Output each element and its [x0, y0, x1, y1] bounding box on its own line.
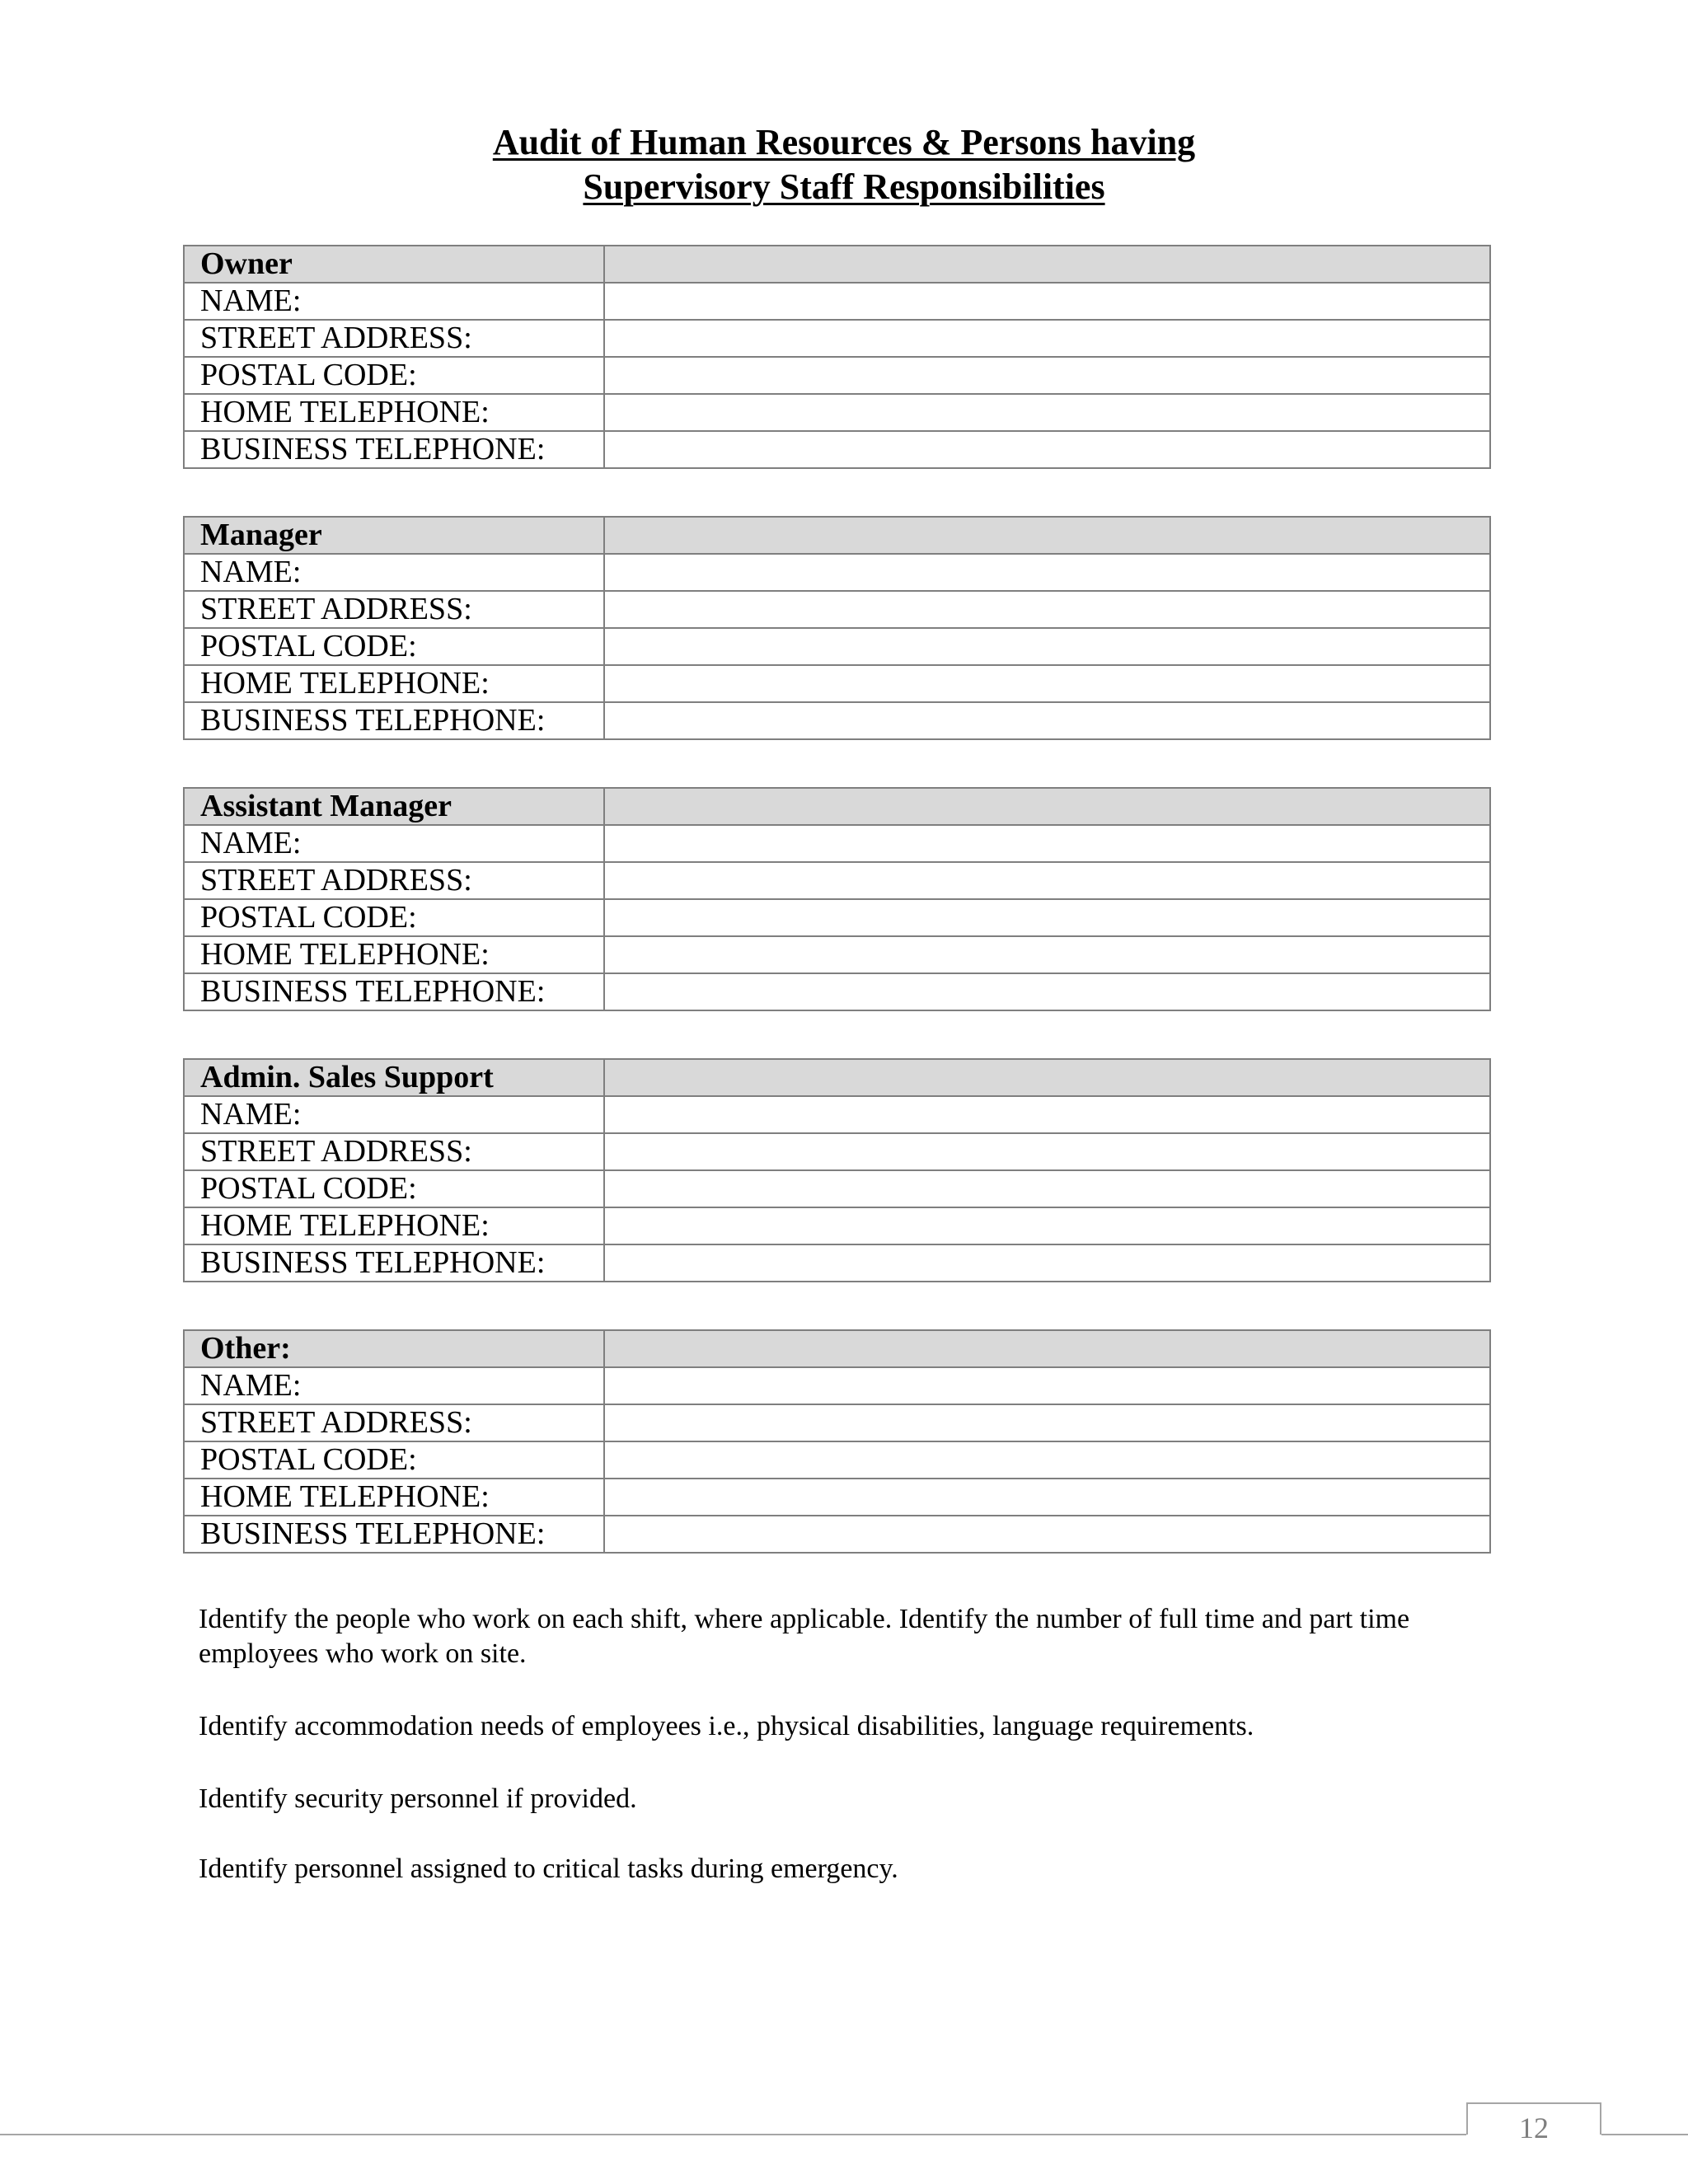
- manager-business-telephone-field[interactable]: [604, 702, 1490, 739]
- footer-divider-left: [0, 2134, 1466, 2135]
- field-label-name: NAME:: [184, 283, 604, 320]
- table-row: [184, 1404, 1490, 1441]
- assistant-manager-table: [183, 787, 1491, 1011]
- admin-sales-support-table: [183, 1058, 1491, 1282]
- table-row: [184, 665, 1490, 702]
- table-row: [184, 825, 1490, 862]
- table-row: [184, 1133, 1490, 1170]
- field-label-street-address: STREET ADDRESS:: [184, 320, 604, 357]
- field-label-postal-code: POSTAL CODE:: [184, 899, 604, 936]
- table-row: [184, 1479, 1490, 1516]
- table-row: [184, 1441, 1490, 1479]
- section-heading-value-cell: [604, 788, 1490, 825]
- table-row: [184, 1170, 1490, 1207]
- admin-sales-support-name-field[interactable]: [604, 1096, 1490, 1133]
- assistant-manager-name-field[interactable]: [604, 825, 1490, 862]
- page-number: 12: [1519, 2111, 1549, 2144]
- field-label-business-telephone: BUSINESS TELEPHONE:: [184, 431, 604, 468]
- admin-sales-support-home-telephone-field[interactable]: [604, 1207, 1490, 1244]
- field-label-postal-code: POSTAL CODE:: [184, 357, 604, 394]
- table-row: [184, 283, 1490, 320]
- section-heading: Other:: [184, 1330, 604, 1367]
- table-row: [184, 862, 1490, 899]
- admin-sales-support-street-address-field[interactable]: [604, 1133, 1490, 1170]
- table-row: [184, 1244, 1490, 1282]
- field-label-home-telephone: HOME TELEPHONE:: [184, 1479, 604, 1516]
- manager-table: [183, 516, 1491, 740]
- field-label-postal-code: POSTAL CODE:: [184, 628, 604, 665]
- field-label-home-telephone: HOME TELEPHONE:: [184, 665, 604, 702]
- table-row: [184, 628, 1490, 665]
- section-heading: Assistant Manager: [184, 788, 604, 825]
- field-label-postal-code: POSTAL CODE:: [184, 1170, 604, 1207]
- section-header-row: [184, 1330, 1490, 1367]
- field-label-street-address: STREET ADDRESS:: [184, 1133, 604, 1170]
- field-label-name: NAME:: [184, 825, 604, 862]
- owner-business-telephone-field[interactable]: [604, 431, 1490, 468]
- other-home-telephone-field[interactable]: [604, 1479, 1490, 1516]
- section-header-row: [184, 517, 1490, 554]
- assistant-manager-postal-code-field[interactable]: [604, 899, 1490, 936]
- table-row: [184, 973, 1490, 1010]
- section-heading-value-cell: [604, 1059, 1490, 1096]
- assistant-manager-home-telephone-field[interactable]: [604, 936, 1490, 973]
- section-heading: Manager: [184, 517, 604, 554]
- other-postal-code-field[interactable]: [604, 1441, 1490, 1479]
- section-header-row: [184, 1059, 1490, 1096]
- field-label-street-address: STREET ADDRESS:: [184, 862, 604, 899]
- table-row: [184, 431, 1490, 468]
- other-street-address-field[interactable]: [604, 1404, 1490, 1441]
- admin-sales-support-postal-code-field[interactable]: [604, 1170, 1490, 1207]
- section-header-row: [184, 788, 1490, 825]
- field-label-street-address: STREET ADDRESS:: [184, 1404, 604, 1441]
- table-row: [184, 936, 1490, 973]
- table-row: [184, 591, 1490, 628]
- table-row: [184, 1516, 1490, 1553]
- manager-postal-code-field[interactable]: [604, 628, 1490, 665]
- field-label-name: NAME:: [184, 1367, 604, 1404]
- field-label-postal-code: POSTAL CODE:: [184, 1441, 604, 1479]
- instruction-security: Identify security personnel if provided.: [199, 1783, 637, 1814]
- table-row: [184, 394, 1490, 431]
- section-heading-value-cell: [604, 517, 1490, 554]
- manager-name-field[interactable]: [604, 554, 1490, 591]
- manager-street-address-field[interactable]: [604, 591, 1490, 628]
- field-label-business-telephone: BUSINESS TELEPHONE:: [184, 1244, 604, 1282]
- section-heading-value-cell: [604, 246, 1490, 283]
- other-table: [183, 1329, 1491, 1554]
- field-label-business-telephone: BUSINESS TELEPHONE:: [184, 702, 604, 739]
- admin-sales-support-business-telephone-field[interactable]: [604, 1244, 1490, 1282]
- assistant-manager-business-telephone-field[interactable]: [604, 973, 1490, 1010]
- table-row: [184, 320, 1490, 357]
- section-header-row: [184, 246, 1490, 283]
- document-title-line-1: Audit of Human Resources & Persons having: [492, 122, 1196, 162]
- owner-postal-code-field[interactable]: [604, 357, 1490, 394]
- manager-home-telephone-field[interactable]: [604, 665, 1490, 702]
- table-row: [184, 554, 1490, 591]
- table-row: [184, 1367, 1490, 1404]
- section-heading-value-cell: [604, 1330, 1490, 1367]
- footer-divider-right: [1601, 2134, 1688, 2135]
- field-label-home-telephone: HOME TELEPHONE:: [184, 1207, 604, 1244]
- section-heading: Owner: [184, 246, 604, 283]
- owner-home-telephone-field[interactable]: [604, 394, 1490, 431]
- field-label-home-telephone: HOME TELEPHONE:: [184, 394, 604, 431]
- field-label-name: NAME:: [184, 554, 604, 591]
- field-label-home-telephone: HOME TELEPHONE:: [184, 936, 604, 973]
- instruction-shifts: Identify the people who work on each shift, where applicable. Identify the number of full time and part time employees who work on site.: [199, 1604, 1410, 1669]
- table-row: [184, 1207, 1490, 1244]
- field-label-business-telephone: BUSINESS TELEPHONE:: [184, 1516, 604, 1553]
- field-label-business-telephone: BUSINESS TELEPHONE:: [184, 973, 604, 1010]
- owner-street-address-field[interactable]: [604, 320, 1490, 357]
- table-row: [184, 702, 1490, 739]
- other-business-telephone-field[interactable]: [604, 1516, 1490, 1553]
- section-heading: Admin. Sales Support: [184, 1059, 604, 1096]
- table-row: [184, 357, 1490, 394]
- instruction-critical-tasks: Identify personnel assigned to critical tasks during emergency.: [199, 1854, 898, 1884]
- table-row: [184, 1096, 1490, 1133]
- other-name-field[interactable]: [604, 1367, 1490, 1404]
- field-label-street-address: STREET ADDRESS:: [184, 591, 604, 628]
- instruction-accommodation: Identify accommodation needs of employees i.e., physical disabilities, language requirements.: [199, 1711, 1254, 1741]
- owner-table: [183, 245, 1491, 469]
- owner-name-field[interactable]: [604, 283, 1490, 320]
- table-row: [184, 899, 1490, 936]
- document-title-line-2: Supervisory Staff Responsibilities: [583, 166, 1105, 207]
- field-label-name: NAME:: [184, 1096, 604, 1133]
- assistant-manager-street-address-field[interactable]: [604, 862, 1490, 899]
